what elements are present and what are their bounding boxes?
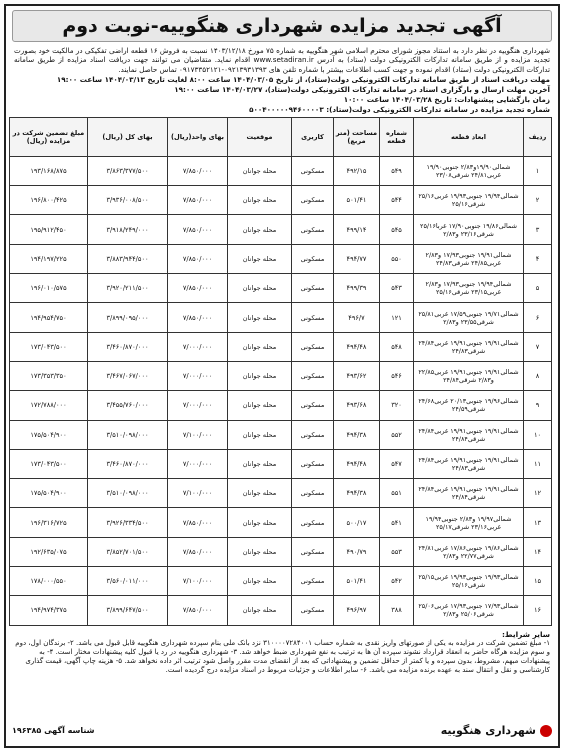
table-cell: ۵۵۰	[380, 244, 414, 273]
table-cell: مسکونی	[292, 332, 334, 361]
table-cell: ۴۹۴/۴۸	[334, 449, 380, 478]
table-cell: شمالی۱۷/۹۳ جنوبی۱۷/۹۳ غربی۲۵/۰۶ شرقی۲۵/۰۶ و۲/۸۳	[414, 596, 524, 625]
table-cell: ۳/۹۲۰/۲۱۱/۵۰۰	[88, 274, 168, 303]
table-cell: ۱۹۶/۸۰۰/۴۲۵	[10, 186, 88, 215]
table-cell: مسکونی	[292, 244, 334, 273]
table-row	[10, 332, 552, 361]
table-cell: ۵۵۲	[380, 420, 414, 449]
table-cell: ۵۴۲	[380, 567, 414, 596]
table-cell: ۲	[524, 186, 552, 215]
table-cell: ۴۹۴/۳۸	[334, 479, 380, 508]
table-cell: محله جوانان	[228, 391, 292, 420]
table-cell: ۱	[524, 156, 552, 185]
table-cell: ۷	[524, 332, 552, 361]
conditions-title: سایر شرایط:	[501, 629, 550, 639]
table-cell: ۱۴	[524, 537, 552, 566]
column-header: مبلغ تضمین شرکت در مزایده (ریال)	[10, 117, 88, 156]
table-cell: مسکونی	[292, 186, 334, 215]
table-cell: ۳۲۰	[380, 391, 414, 420]
table-cell: محله جوانان	[228, 303, 292, 332]
table-cell: ۵۴۷	[380, 449, 414, 478]
table-header	[10, 117, 552, 156]
table-cell: ۱۹۴/۹۵۴/۷۵۰	[10, 303, 88, 332]
table-cell: محله جوانان	[228, 449, 292, 478]
table-row	[10, 596, 552, 625]
table-cell: ۷/۸۵۰/۰۰۰	[168, 156, 228, 185]
table-cell: شمالی۱۹/۹۶ جنوبی۲۰/۱۳ غربی۲۴/۶۸ شرقی۲۴/۵۹	[414, 391, 524, 420]
table-cell: ۱۷۵/۵۰۴/۹۰۰	[10, 420, 88, 449]
column-header: ابعاد قطعه	[414, 117, 524, 156]
table-cell: ۷/۱۰۰/۰۰۰	[168, 420, 228, 449]
lots-table	[9, 117, 552, 626]
table-row	[10, 215, 552, 244]
table-cell: ۵۴۱	[380, 508, 414, 537]
table-cell: ۳/۴۵۵/۷۶۰/۰۰۰	[88, 391, 168, 420]
table-row	[10, 274, 552, 303]
table-cell: ۴	[524, 244, 552, 273]
table-cell: ۷/۱۰۰/۰۰۰	[168, 479, 228, 508]
table-cell: محله جوانان	[228, 215, 292, 244]
table-cell: مسکونی	[292, 420, 334, 449]
table-cell: ۴۹۶/۷	[334, 303, 380, 332]
table-cell: ۴۹۹/۳۹	[334, 274, 380, 303]
table-cell: ۷/۸۵۰/۰۰۰	[168, 596, 228, 625]
table-cell: ۴۹۴/۳۸	[334, 420, 380, 449]
table-body	[10, 156, 552, 625]
table-cell: محله جوانان	[228, 508, 292, 537]
table-row	[10, 537, 552, 566]
table-cell: ۷/۱۰۰/۰۰۰	[168, 567, 228, 596]
table-cell: محله جوانان	[228, 537, 292, 566]
table-cell: ۱۹۶/۳۱۶/۷۲۵	[10, 508, 88, 537]
table-cell: محله جوانان	[228, 567, 292, 596]
table-cell: ۵	[524, 274, 552, 303]
table-cell: ۱۹۲/۶۳۵/۰۷۵	[10, 537, 88, 566]
table-cell: ۴۹۶/۹۷	[334, 596, 380, 625]
table-cell: محله جوانان	[228, 244, 292, 273]
table-cell: ۷/۸۵۰/۰۰۰	[168, 508, 228, 537]
table-cell: ۳/۸۸۳/۹۴۴/۵۰۰	[88, 244, 168, 273]
table-cell: محله جوانان	[228, 361, 292, 390]
municipality-signature	[441, 724, 552, 737]
table-cell: محله جوانان	[228, 274, 292, 303]
table-cell: ۳	[524, 215, 552, 244]
table-cell: ۷/۸۵۰/۰۰۰	[168, 303, 228, 332]
table-cell: ۱۷۲/۷۸۸/۰۰۰	[10, 391, 88, 420]
table-cell: شمالی۱۹/۹۱ جنوبی۱۹/۹۱ غربی۲۲/۸۵ و۲/۸۳ شرقی۲۴/۸۴	[414, 361, 524, 390]
table-cell: ۵۴۵	[380, 215, 414, 244]
municipality-logo-icon	[540, 725, 552, 737]
table-cell: مسکونی	[292, 361, 334, 390]
table-cell: مسکونی	[292, 537, 334, 566]
table-row	[10, 244, 552, 273]
table-cell: شمالی۱۹/۷۱ جنوبی۱۷/۵۹ غربی۲۵/۸۱ شرقی۲۳/۵۵ و۲/۸۳	[414, 303, 524, 332]
table-cell: ۴۹۰/۷۹	[334, 537, 380, 566]
table-cell: ۱۷۸/۰۰۰/۵۵۰	[10, 567, 88, 596]
table-cell: ۳/۴۶۰/۸۷۰/۰۰۰	[88, 332, 168, 361]
table-cell: ۳/۵۱۰/۰۹۸/۰۰۰	[88, 420, 168, 449]
table-cell: شمالی۱۹/۸۶ جنوبی۱۷/۹۰ غربا۲۵/۱۶ شرقی۲۳/۱۶ و۲/۸۳	[414, 215, 524, 244]
table-cell: مسکونی	[292, 156, 334, 185]
table-row	[10, 391, 552, 420]
page-title: آگهی تجدید مزایده شهرداری هنگوییه-نوبت دوم	[12, 10, 552, 42]
table-cell: ۷/۸۵۰/۰۰۰	[168, 537, 228, 566]
footer	[12, 722, 552, 742]
table-row	[10, 156, 552, 185]
table-cell: ۱۱	[524, 449, 552, 478]
table-cell: ۳۸۸	[380, 596, 414, 625]
table-cell: ۹	[524, 391, 552, 420]
table-cell: ۴۹۲/۱۵	[334, 156, 380, 185]
ad-frame	[4, 4, 560, 748]
table-cell: ۱۹۶/۰۱۰/۵۷۵	[10, 274, 88, 303]
column-header: موقعیت	[228, 117, 292, 156]
table-cell: ۷/۸۵۰/۰۰۰	[168, 215, 228, 244]
table-cell: ۵۰۰/۱۷	[334, 508, 380, 537]
table-cell: ۱۲	[524, 479, 552, 508]
table-cell: ۵۵۱	[380, 479, 414, 508]
table-cell: محله جوانان	[228, 479, 292, 508]
table-cell: شمالی۱۹/۹۰و۲/۸۳ جنوبی۱۹/۹۰ غربی۲۴/۸۱ شرقی۲۳/۰۸	[414, 156, 524, 185]
date-line: مهلت دریافت اسناد از طریق سامانه تدارکات الکترونیکی دولت(ستاد)، از تاریخ ۱۴۰۴/۰۳/۰۵ ساعت ۸:۰۰ لغایت تاریخ ۱۴۰۴/۰۳/۱۳ ساعت ۱۹:۰۰	[56, 74, 550, 84]
column-header: شماره قطعه	[380, 117, 414, 156]
table-cell: ۱۳	[524, 508, 552, 537]
table-row	[10, 567, 552, 596]
table-cell: محله جوانان	[228, 156, 292, 185]
table-cell: ۱۹۴/۹۷۴/۳۷۵	[10, 596, 88, 625]
table-cell: شمالی۱۹/۹۱ جنوبی۱۷/۹۳ و۲/۸۳ غربی۲۴/۸۵ شرقی۲۴/۸۳	[414, 244, 524, 273]
table-row	[10, 479, 552, 508]
date-line: آخرین مهلت ارسال و بارگزاری اسناد در سامانه تدارکات الکترونیکی دولت(ستاد)، ۱۴۰۴/۰۳/۲۷ ساعت ۱۹:۰۰	[174, 84, 550, 94]
table-cell: ۳/۵۱۰/۰۹۸/۰۰۰	[88, 479, 168, 508]
table-cell: مسکونی	[292, 391, 334, 420]
table-cell: شمالی۱۹/۹۱ جنوبی۱۹/۹۱ غربی۲۴/۸۴ شرقی۲۴/۸۴	[414, 420, 524, 449]
table-cell: ۷/۰۰۰/۰۰۰	[168, 332, 228, 361]
table-cell: ۳/۸۵۲/۷۰۱/۵۰۰	[88, 537, 168, 566]
intro-paragraph: شهرداری هنگوییه در نظر دارد به استناد مجوز شورای محترم اسلامی شهر هنگوییه به شماره ۷۵ مورخ ۱۴۰۳/۱۲/۱۸ نسبت به فروش ۱۶ قطعه اراضی تفکیکی در مالکیت خود بصورت تجدید مزایده و از طریق سامانه تدارکات الکترونیکی دولت (ستاد) به آدرس www.setadiran.ir اقدام نماید. متقاضیان می توانند جهت دریافت اسناد مزایده از طریق سامانه تدارکات الکترونیکی دولت (ستاد) اقدام نموده و جهت کسب اطلاعات بیشتر با شماره تلفن های ۰۹۲۱۳۹۳۱۳۹۳-۰۹۱۷۳۳۵۲۱۲۱ تماس حاصل نمایند.	[14, 46, 551, 74]
table-cell: ۱۶	[524, 596, 552, 625]
table-cell: ۱۷۳/۰۴۳/۵۰۰	[10, 449, 88, 478]
table-cell: محله جوانان	[228, 332, 292, 361]
table-cell: ۵۴۳	[380, 274, 414, 303]
column-header: کاربری	[292, 117, 334, 156]
table-cell: ۴۹۴/۷۷	[334, 244, 380, 273]
table-row	[10, 449, 552, 478]
table-cell: مسکونی	[292, 596, 334, 625]
column-header: بهای کل (ریال)	[88, 117, 168, 156]
table-cell: ۳/۸۹۹/۶۴۷/۵۰۰	[88, 596, 168, 625]
table-cell: ۷/۰۰۰/۰۰۰	[168, 391, 228, 420]
column-header: مساحت (متر مربع)	[334, 117, 380, 156]
table-cell: ۴۹۴/۴۸	[334, 332, 380, 361]
table-cell: ۵۴۴	[380, 186, 414, 215]
table-cell: ۷/۸۵۰/۰۰۰	[168, 274, 228, 303]
conditions	[14, 630, 550, 675]
table-cell: ۱۷۵/۵۰۴/۹۰۰	[10, 479, 88, 508]
table-cell: ۱۹۵/۹۱۲/۴۵۰	[10, 215, 88, 244]
table-cell: ۱۰	[524, 420, 552, 449]
date-line: زمان بازگشایی پیشنهادات: تاریخ ۱۴۰۴/۰۳/۲۸ ساعت ۱۰:۰۰	[343, 94, 550, 104]
table-cell: ۳/۵۶۰/۰۱۱/۰۰۰	[88, 567, 168, 596]
table-row	[10, 420, 552, 449]
table-cell: مسکونی	[292, 508, 334, 537]
table-cell: ۱۷۳/۳۵۳/۳۵۰	[10, 361, 88, 390]
ad-id: شناسه آگهی ۱۹۶۳۸۵	[12, 726, 95, 735]
table-row	[10, 303, 552, 332]
table-cell: ۳/۹۲۶/۳۳۴/۵۰۰	[88, 508, 168, 537]
table-cell: ۵۰۱/۴۱	[334, 186, 380, 215]
column-header: ردیف	[524, 117, 552, 156]
table-cell: شمالی۱۹/۹۷ و۲/۸۳ جنوبی۱۹/۹۴ غربی۲۳/۱۶ شرقی۲۵/۱۷	[414, 508, 524, 537]
table-cell: ۳/۴۶۷/۰۶۷/۰۰۰	[88, 361, 168, 390]
municipality-name: شهرداری هنگوییه	[440, 724, 536, 737]
table-cell: ۵۴۹	[380, 156, 414, 185]
dates-block	[6, 75, 558, 114]
table-cell: ۷/۸۵۰/۰۰۰	[168, 186, 228, 215]
table-cell: ۱۹۳/۱۶۸/۸۷۵	[10, 156, 88, 185]
table-cell: ۳/۸۶۳/۳۷۷/۵۰۰	[88, 156, 168, 185]
table-cell: ۶	[524, 303, 552, 332]
conditions-text: ۱- مبلغ تضمین شرکت در مزایده به یکی از صورتهای واریز نقدی به شماره حساب ۳۱۰۰۰۰۷۲۸۴۰۰۱ نزد بانک ملی بنام سپرده شهرداری هنگوییه قابل قبول می باشد. ۲- برندگان اول، دوم و سوم مزایده هرگاه حاضر به انعقاد قرارداد نشوند سپرده آن ها به ترتیب به نفع شهرداری ضبط خواهد شد. ۳- شهرداری هنگوییه در رد یا قبول کلیه پیشنهادات مختار است. ۴- به پیشنهادات مبهم، مشروط، بدون سپرده و یا کمتر از حداقل تضمین و پیشنهاداتی که بعد از انقضای مدت مقرر واصل شود ترتیب اثر داده نخواهد شد. ۵- هزینه چاپ آگهی، قیمت گذاری کارشناسی و نقل و انتقال سند به عهده برنده مزایده می باشد. ۶- سایر اطلاعات و جزئیات مربوط در اسناد مزایده درج گردیده است.	[15, 638, 550, 674]
table-cell: شمالی۱۹/۹۱ جنوبی۱۹/۹۱ غربی۲۴/۸۴ شرقی۲۴/۸۳	[414, 449, 524, 478]
table-cell: شمالی۱۹/۸۶ جنوبی۱۷/۸۶ غربی۲۴/۸۱ شرقی۲۲/۷۷ و۲/۸۳	[414, 537, 524, 566]
table-cell: ۸	[524, 361, 552, 390]
table-cell: ۵۴۸	[380, 332, 414, 361]
table-cell: محله جوانان	[228, 420, 292, 449]
table-cell: ۳/۸۹۹/۰۹۵/۰۰۰	[88, 303, 168, 332]
table-cell: شمالی۱۹/۹۴ جنوبی۱۹/۹۳ غربی۲۵/۱۶ شرقی۲۵/۱۶	[414, 186, 524, 215]
table-cell: ۷/۸۵۰/۰۰۰	[168, 244, 228, 273]
table-cell: ۵۵۳	[380, 537, 414, 566]
table-cell: مسکونی	[292, 303, 334, 332]
table-cell: مسکونی	[292, 479, 334, 508]
table-cell: ۱۵	[524, 567, 552, 596]
table-cell: شمالی۱۹/۹۳ جنوبی۱۹/۹۳ غربی۲۵/۱۵ شرقی۲۵/۱۶	[414, 567, 524, 596]
table-cell: شمالی۱۹/۹۱ جنوبی۱۹/۹۱ غربی۲۴/۸۴ شرقی۲۴/۸۴	[414, 479, 524, 508]
table-row	[10, 186, 552, 215]
table-cell: ۴۹۹/۱۴	[334, 215, 380, 244]
table-cell: ۵۴۶	[380, 361, 414, 390]
table-cell: مسکونی	[292, 274, 334, 303]
column-header: بهای واحد(ریال)	[168, 117, 228, 156]
table-cell: محله جوانان	[228, 186, 292, 215]
table-cell: ۱۲۱	[380, 303, 414, 332]
table-cell: ۳/۴۶۰/۸۷۰/۰۰۰	[88, 449, 168, 478]
table-cell: مسکونی	[292, 215, 334, 244]
table-row	[10, 508, 552, 537]
table-cell: ۴۹۳/۶۲	[334, 361, 380, 390]
table-cell: شمالی۱۹/۹۱ جنوبی۱۹/۹۱ غربی۲۴/۸۴ شرقی۲۴/۸۳	[414, 332, 524, 361]
date-line: شماره تجدید مزایده در سامانه تدارکات الکترونیکی دولت(ستاد): ۵۰۰۴۰۰۰۰۰۹۴۶۰۰۰۰۳	[249, 104, 550, 114]
table-cell: ۳/۹۳۶/۰۰۸/۵۰۰	[88, 186, 168, 215]
table-cell: مسکونی	[292, 567, 334, 596]
table-cell: ۴۹۳/۶۸	[334, 391, 380, 420]
table-cell: محله جوانان	[228, 596, 292, 625]
table-cell: ۱۹۴/۱۹۷/۲۲۵	[10, 244, 88, 273]
table-cell: ۵۰۱/۴۱	[334, 567, 380, 596]
table-cell: شمالی۱۹/۹۴ جنوبی۱۷/۹۳ و۲/۸۳ غربی۲۳/۱۵ شرقی۲۵/۱۶	[414, 274, 524, 303]
table-cell: مسکونی	[292, 449, 334, 478]
table-cell: ۳/۹۱۸/۲۴۹/۰۰۰	[88, 215, 168, 244]
table-cell: ۷/۰۰۰/۰۰۰	[168, 449, 228, 478]
table-row	[10, 361, 552, 390]
table-cell: ۱۷۳/۰۴۳/۵۰۰	[10, 332, 88, 361]
table-cell: ۷/۰۰۰/۰۰۰	[168, 361, 228, 390]
